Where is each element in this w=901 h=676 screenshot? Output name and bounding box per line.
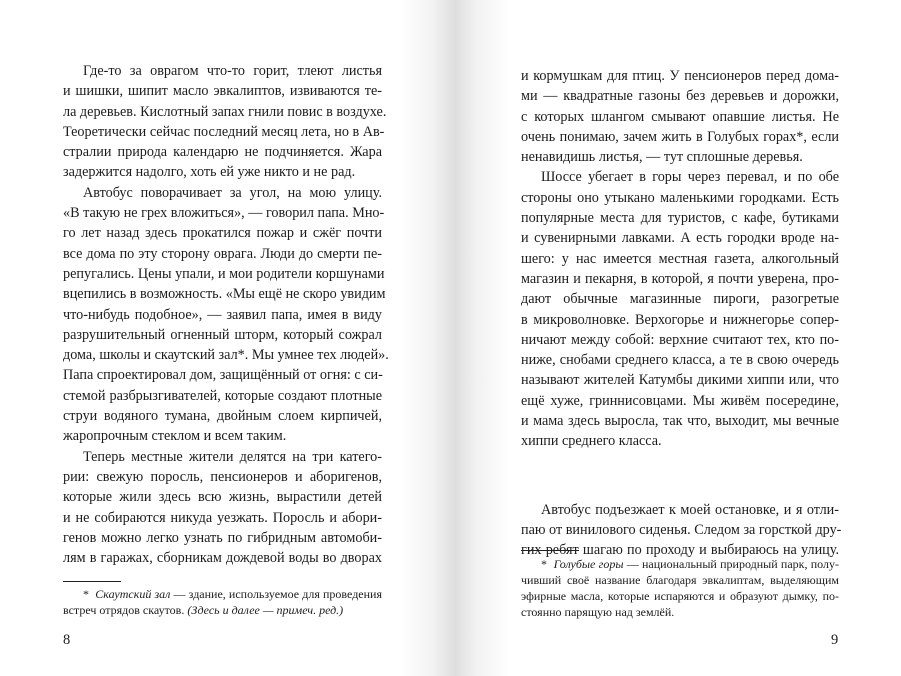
text-line: Автобус поворачивает за угол, на мою улицу. xyxy=(83,184,382,201)
footnote-editor-note: (Здесь и далее — примеч. ред.) xyxy=(187,603,344,617)
text-line: репугались. Цены упали, и мои родители коршунами xyxy=(63,265,385,282)
footnote-rule xyxy=(63,581,121,582)
text-line: дают обычные магазинные пироги, разогретые xyxy=(521,291,839,308)
text-line: лям в гаражах, сборникам дождевой воды во дворах xyxy=(63,550,382,567)
text-line: что-нибудь подобное», — заявил папа, имея в виду xyxy=(63,306,382,323)
scene-break xyxy=(521,452,839,500)
text-line: ниже, снобами среднего класса, а те в свою очередь xyxy=(521,352,839,369)
text-line: Шоссе убегает в горы через перевал, и по обе xyxy=(541,169,839,186)
footnote-line: эфирные масла, которые испаряются и образуют дымку, по- xyxy=(521,589,839,603)
footnote-line xyxy=(521,556,839,572)
text-line: дома, школы и скаутский зал*. Мы умнее тех людей». xyxy=(63,347,389,364)
text-line: стралии природа календарю не подчиняется. Жара xyxy=(63,144,382,161)
footnote-text: встреч отрядов скаутов. xyxy=(63,603,185,617)
footnote-term: Голубые горы xyxy=(553,557,624,571)
footnote-term: Скаутский зал xyxy=(95,587,171,601)
text-line: генов можно легко узнать по гибридным автомоби- xyxy=(63,529,382,546)
footnote-line: стоянно парящую над землёй. xyxy=(521,605,675,619)
footnote xyxy=(521,556,839,620)
text-line: ми — квадратные газоны без деревьев и дорожки, xyxy=(521,88,839,105)
text-line: и сувенирными лавками. А есть городки вроде на- xyxy=(521,230,839,247)
text-line: паю от винилового сиденья. Следом за горсткой дру- xyxy=(521,521,842,538)
text-line: Теоретически сейчас последний месяц лета, но в Ав- xyxy=(63,123,385,140)
right-page-body xyxy=(521,66,842,561)
text-line: «В такую не грех вложиться», — говорил папа. Мно- xyxy=(63,205,385,222)
text-line: задержится надолго, хоть ей уже никто и не рад. xyxy=(63,164,356,181)
text-line: Где-то за оврагом что-то горит, тлеют листья xyxy=(83,63,382,79)
footnote-line xyxy=(63,586,382,602)
text-line: и мама здесь выросла, так что, выходит, мы вечные xyxy=(521,413,839,430)
text-line: и шишки, шипит масло эвкалиптов, извиваются те- xyxy=(63,83,382,100)
text-line: гих ребят шагаю по проходу и выбираюсь на улицу. xyxy=(521,542,839,559)
text-line: очень понимаю, зачем жить в Голубых горах*, если xyxy=(521,128,839,145)
footnote-text: — национальный природный парк, полу- xyxy=(623,557,839,571)
text-line: шего: у нас имеется местная газета, алкогольный xyxy=(521,250,839,267)
footnote xyxy=(63,586,382,618)
text-line: струи водяного тумана, двойным слоем кирпичей, xyxy=(63,408,382,425)
text-line: ла деревьев. Кислотный запах гнили повис в воздухе. xyxy=(63,103,387,120)
page-number: 9 xyxy=(831,632,839,648)
text-line: разрушительный огненный шторм, который сожрал xyxy=(63,326,382,343)
footnote-text: — здание, используемое для проведения xyxy=(170,587,382,601)
text-line: все дома по эту сторону оврага. Люди до смерти пе- xyxy=(63,245,382,262)
text-line: популярные места для туристов, с кафе, бутиками xyxy=(521,210,839,227)
text-line: стороны оно утыкано маленькими городками. Есть xyxy=(521,189,839,206)
text-line: в микроволновке. Верхогорье и нижнегорье сопер- xyxy=(521,311,839,328)
footnote-line: чивший своё название благодаря эвкалиптам, выделяющим xyxy=(521,573,839,587)
footnote-marker: * xyxy=(541,557,547,571)
footnote-rule xyxy=(521,550,579,551)
text-line: го лет назад здесь прокатился пожар и сжёг почти xyxy=(63,225,382,242)
footnote-line xyxy=(63,602,382,618)
text-line: которые жили здесь всю жизнь, вырастили детей xyxy=(63,489,382,506)
text-line: ненавидишь листья, — тут сплошные деревья. xyxy=(521,149,803,166)
text-line: Теперь местные жители делятся на три катего- xyxy=(83,448,382,465)
text-line: вцепились в возможность. «Мы ещё не скоро увидим xyxy=(63,286,386,303)
text-line: магазин и пекарня, в которой, я почти уверена, про- xyxy=(521,270,839,287)
footnote-marker: * xyxy=(83,587,89,601)
text-line: хиппи среднего класса. xyxy=(521,433,662,450)
text-line: ничают между собой: верхние считают тех, кто по- xyxy=(521,331,839,348)
left-page xyxy=(0,0,450,676)
right-page xyxy=(450,0,901,676)
left-page-body xyxy=(63,61,389,568)
text-line: и кормушкам для птиц. У пенсионеров перед дома- xyxy=(521,68,839,84)
text-line: рии: свежую поросль, пенсионеров и аборигенов, xyxy=(63,468,382,485)
text-line: называют жителей Катумбы дикими хиппи или, что xyxy=(521,372,839,389)
text-line: Автобус подъезжает к моей остановке, и я отли- xyxy=(541,501,839,518)
text-line: и не собираются никуда уезжать. Поросль и абори- xyxy=(63,509,382,526)
text-line: с которых шлангом смывают опавшие листья. Не xyxy=(521,108,839,125)
text-line: жаропрочным стеклом и всем таким. xyxy=(63,428,287,445)
text-line: ещё хуже, гриннисовцами. Мы живём посередине, xyxy=(521,392,839,409)
text-line: Папа спроектировал дом, защищённый от огня: с си- xyxy=(63,367,383,384)
text-line: стемой разбрызгивателей, которые создают плотные xyxy=(63,387,382,404)
page-number: 8 xyxy=(63,632,71,648)
